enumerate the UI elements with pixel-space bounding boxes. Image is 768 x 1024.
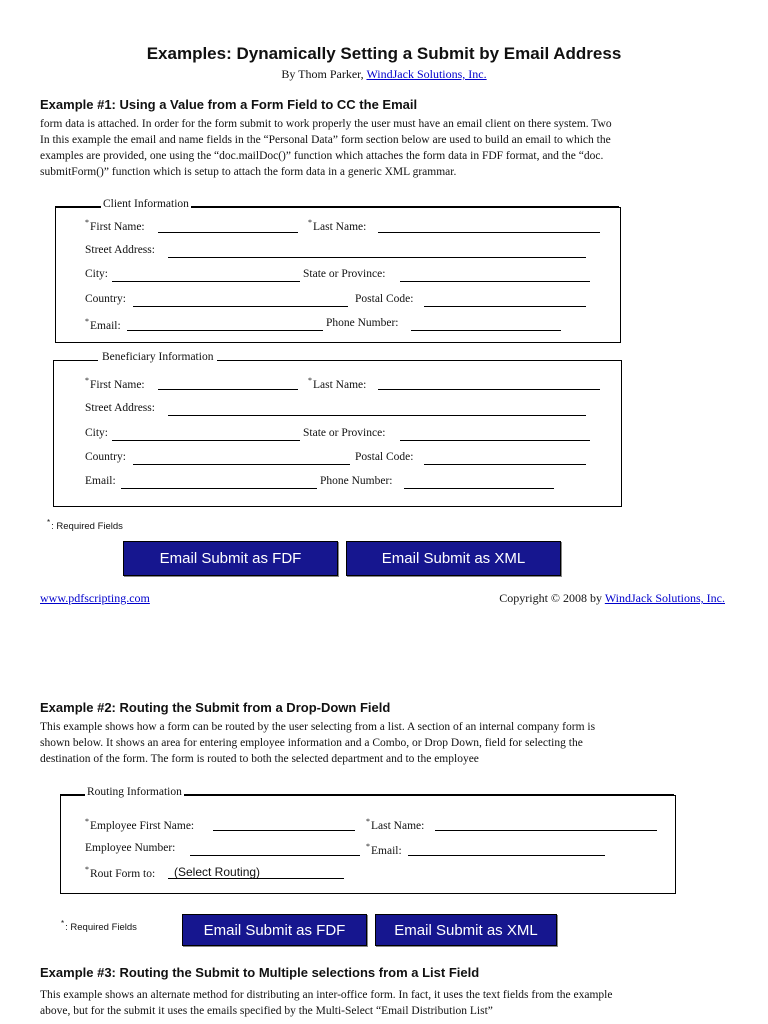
client-state-label: State or Province: xyxy=(303,268,386,280)
client-last-name-label: *Last Name: xyxy=(308,218,367,233)
required-fields-note-2: *: Required Fields xyxy=(61,919,137,934)
beneficiary-first-name-field[interactable] xyxy=(158,377,298,390)
client-phone-label: Phone Number: xyxy=(326,317,399,329)
example3-line: This example shows an alternate method for distributing an inter-office form. In fact, it uses the text fields from the example xyxy=(40,989,613,1001)
example1-line: examples are provided, one using the “doc.mailDoc()” function which attaches the form data in FDF format, and the “doc. xyxy=(40,150,604,162)
employee-number-label: Employee Number: xyxy=(85,842,176,854)
example1-line: submitForm()” function which is setup to attach the form data in a generic XML grammar. xyxy=(40,166,457,178)
client-street-field[interactable] xyxy=(168,245,586,258)
beneficiary-state-label: State or Province: xyxy=(303,427,386,439)
example1-description xyxy=(40,116,760,180)
required-fields-note: *: Required Fields xyxy=(47,518,123,533)
employee-first-name-field[interactable] xyxy=(213,818,355,831)
beneficiary-state-field[interactable] xyxy=(400,428,590,441)
example2-line: destination of the form. The form is routed to both the selected department and to the employee xyxy=(40,753,479,765)
beneficiary-phone-label: Phone Number: xyxy=(320,475,393,487)
employee-email-label: *Email: xyxy=(366,842,402,857)
example1-heading: Example #1: Using a Value from a Form Field to CC the Email xyxy=(40,97,418,112)
employee-first-name-label: *Employee First Name: xyxy=(85,817,195,832)
example2-line: shown below. It shows an area for entering employee information and a Combo, or Drop Down, field for selecting the xyxy=(40,737,583,749)
example3-line: above, but for the submit it uses the emails specified by the Multi-Select “Email Distribution List” xyxy=(40,1005,493,1017)
example1-line: In this example the email and name fields in the “Personal Data” form section below are used to build an email to which the xyxy=(40,134,611,146)
email-submit-fdf-button[interactable]: Email Submit as FDF xyxy=(123,541,338,576)
copyright-prefix: Copyright © 2008 by xyxy=(499,591,605,605)
example3-heading: Example #3: Routing the Submit to Multiple selections from a List Field xyxy=(40,965,480,980)
beneficiary-street-field[interactable] xyxy=(168,403,586,416)
beneficiary-legend: Beneficiary Information xyxy=(98,351,217,363)
client-postal-label: Postal Code: xyxy=(355,293,414,305)
beneficiary-street-label: Street Address: xyxy=(85,402,155,414)
beneficiary-last-name-field[interactable] xyxy=(378,377,600,390)
example2-line: This example shows how a form can be routed by the user selecting from a list. A section of an internal company form is xyxy=(40,721,596,733)
client-email-field[interactable] xyxy=(127,318,323,331)
beneficiary-postal-field[interactable] xyxy=(424,452,586,465)
client-email-label: *Email: xyxy=(85,317,121,332)
routing-legend: Routing Information xyxy=(87,786,182,798)
beneficiary-city-label: City: xyxy=(85,427,109,439)
client-country-label: Country: xyxy=(85,293,126,305)
beneficiary-email-field[interactable] xyxy=(121,476,317,489)
windjack-link[interactable]: WindJack Solutions, Inc. xyxy=(366,67,487,81)
beneficiary-last-name-label: *Last Name: xyxy=(308,376,367,391)
beneficiary-city-field[interactable] xyxy=(112,428,300,441)
client-postal-field[interactable] xyxy=(424,294,586,307)
client-phone-field[interactable] xyxy=(411,318,561,331)
client-state-field[interactable] xyxy=(400,269,590,282)
page-title: Examples: Dynamically Setting a Submit by Email Address xyxy=(146,44,622,63)
employee-number-field[interactable] xyxy=(190,843,360,856)
example2-heading: Example #2: Routing the Submit from a Drop-Down Field xyxy=(40,700,391,715)
routing-dropdown[interactable]: (Select Routing) xyxy=(168,866,344,879)
email-submit-fdf-button-2[interactable]: Email Submit as FDF xyxy=(182,914,367,946)
employee-last-name-field[interactable] xyxy=(435,818,657,831)
example3-description xyxy=(40,987,760,1019)
employee-last-name-label: *Last Name: xyxy=(366,817,425,832)
beneficiary-phone-field[interactable] xyxy=(404,476,554,489)
email-submit-xml-button[interactable]: Email Submit as XML xyxy=(346,541,561,576)
employee-email-field[interactable] xyxy=(408,843,605,856)
byline xyxy=(0,67,768,82)
copyright-windjack-link[interactable]: WindJack Solutions, Inc. xyxy=(604,591,725,605)
client-country-field[interactable] xyxy=(133,294,348,307)
client-first-name-field[interactable] xyxy=(158,220,298,233)
beneficiary-country-label: Country: xyxy=(85,451,126,463)
byline-prefix: By Thom Parker, xyxy=(281,67,367,81)
client-city-field[interactable] xyxy=(112,269,300,282)
client-street-label: Street Address: xyxy=(85,244,155,256)
beneficiary-email-label: Email: xyxy=(85,475,116,487)
example1-line: form data is attached. In order for the form submit to work properly the user must have an email client on there system. Two xyxy=(40,118,612,130)
client-legend: Client Information xyxy=(103,198,189,210)
pdfscripting-link[interactable]: www.pdfscripting.com xyxy=(40,591,150,605)
example2-description xyxy=(40,719,760,767)
email-submit-xml-button-2[interactable]: Email Submit as XML xyxy=(375,914,557,946)
rout-form-label: *Rout Form to: xyxy=(85,865,156,880)
client-first-name-label: *First Name: xyxy=(85,218,145,233)
client-city-label: City: xyxy=(85,268,109,280)
copyright-notice xyxy=(499,591,725,606)
beneficiary-country-field[interactable] xyxy=(133,452,350,465)
client-last-name-field[interactable] xyxy=(378,220,600,233)
beneficiary-first-name-label: *First Name: xyxy=(85,376,145,391)
beneficiary-postal-label: Postal Code: xyxy=(355,451,414,463)
